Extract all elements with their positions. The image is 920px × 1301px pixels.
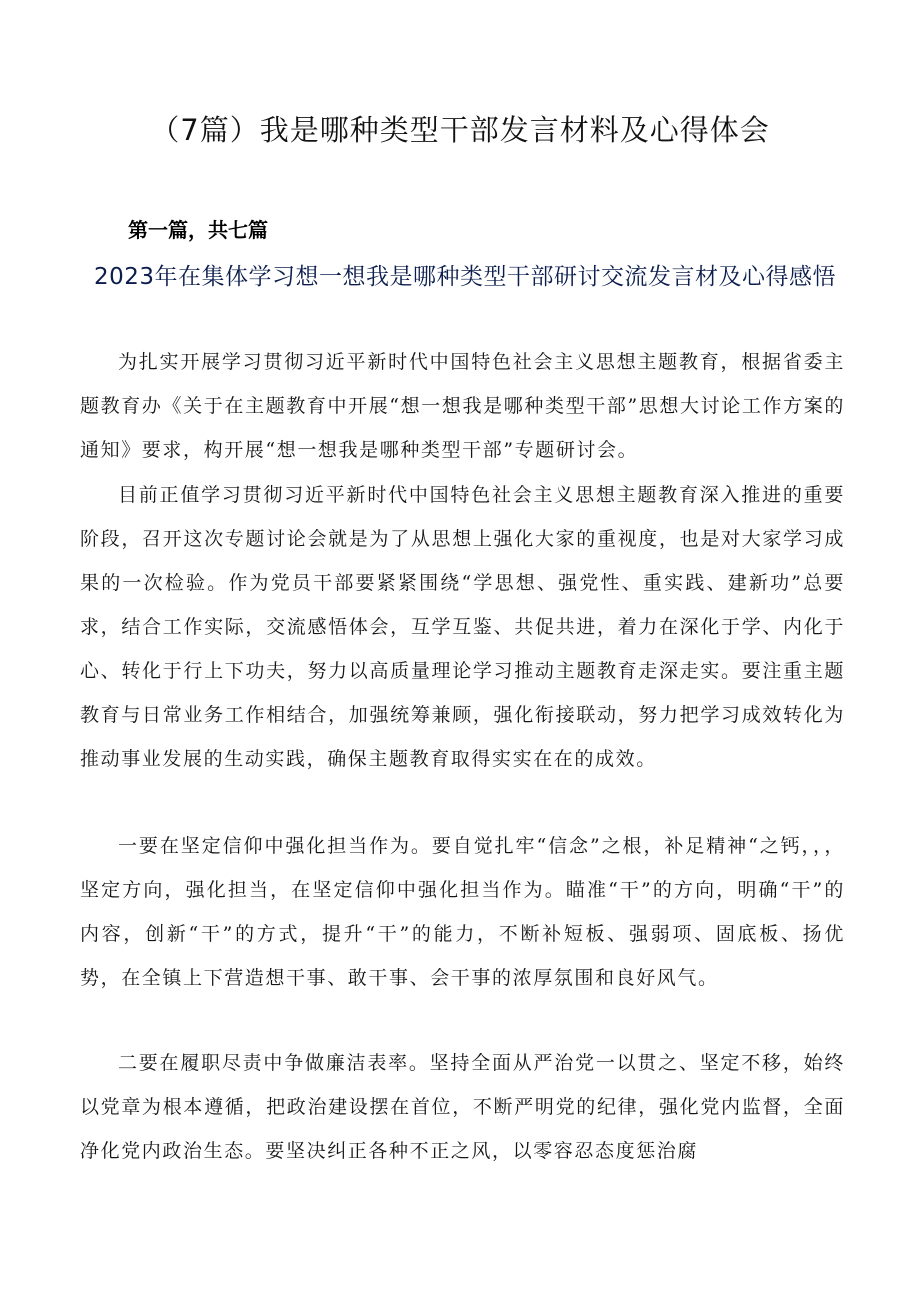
- paragraph-3: 一要在坚定信仰中强化担当作为。要自觉扎牢“信念”之根，补足精神“之钙，，，坚定方向，强化担当，在坚定信仰中强化担当作为。瞄准“干”的方向，明确“干”的内容，创新“干”的方式，提升“干”的能力，不断补短板、强弱项、固底板、扬优势，在全镇上下营造想干事、敢干事、会干事的浓厚氛围和良好风气。: [80, 835, 845, 989]
- section-subtitle: 2023年在集体学习想一想我是哪种类型干部研讨交流发言材及心得感悟: [93, 264, 837, 290]
- part-label: 第一篇，共七篇: [128, 218, 268, 242]
- document-title: （7篇）我是哪种类型干部发言材料及心得体会: [150, 113, 770, 147]
- paragraph-4: 二要在履职尽责中争做廉洁表率。坚持全面从严治党一以贯之、坚定不移，始终以党章为根本遵循，把政治建设摆在首位，不断严明党的纪律，强化党内监督，全面净化党内政治生态。要坚决纠正各种不正之风，以零容忍态度惩治腐: [80, 1052, 845, 1162]
- paragraph-1: 为扎实开展学习贯彻习近平新时代中国特色社会主义思想主题教育，根据省委主题教育办《关于在主题教育中开展“想一想我是哪种类型干部”思想大讨论工作方案的通知》要求，构开展“想一想我是哪种类型干部”专题研讨会。: [80, 351, 845, 461]
- paragraph-2: 目前正值学习贯彻习近平新时代中国特色社会主义思想主题教育深入推进的重要阶段，召开这次专题讨论会就是为了从思想上强化大家的重视度，也是对大家学习成果的一次检验。作为党员干部要紧紧围绕“学思想、强党性、重实践、建新功”总要求，结合工作实际，交流感悟体会，互学互鉴、共促共进，着力在深化于学、内化于心、转化于行上下功夫，努力以高质量理论学习推动主题教育走深走实。要注重主题教育与日常业务工作相结合，加强统筹兼顾，强化衔接联动，努力把学习成效转化为推动事业发展的生动实践，确保主题教育取得实实在在的成效。: [80, 484, 845, 770]
